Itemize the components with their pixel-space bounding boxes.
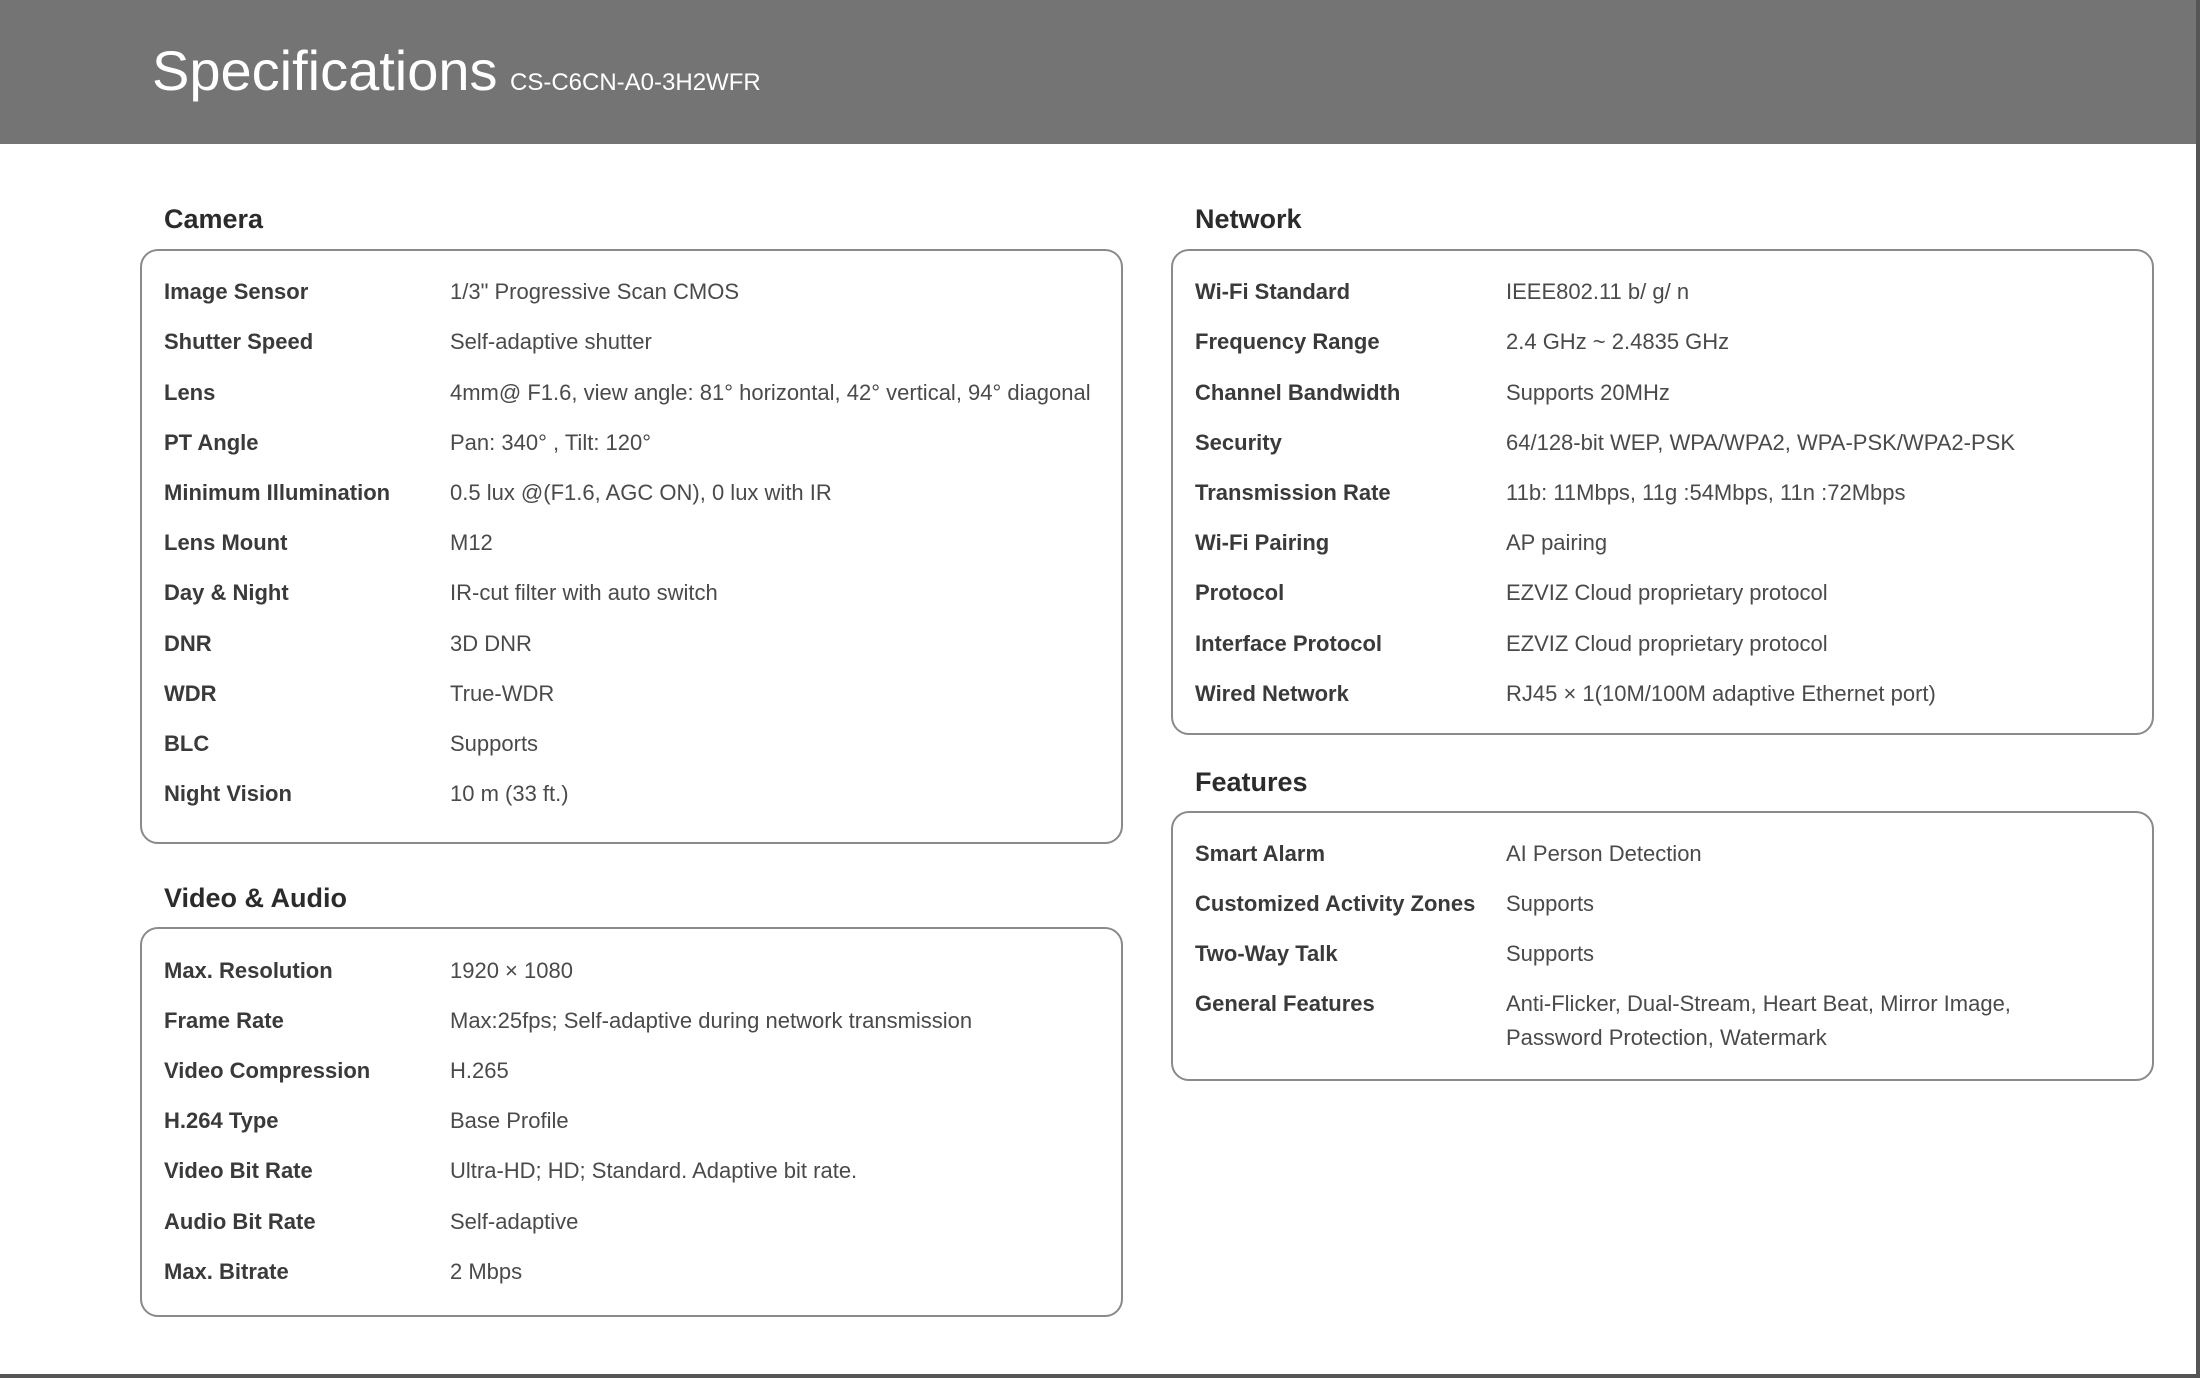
spec-label: Channel Bandwidth bbox=[1195, 380, 1401, 405]
spec-value: 0.5 lux @(F1.6, AGC ON), 0 lux with IR bbox=[450, 480, 832, 505]
network-spec-panel bbox=[1171, 249, 2154, 735]
spec-value: Base Profile bbox=[450, 1108, 569, 1133]
spec-label: Lens Mount bbox=[164, 530, 288, 555]
spec-value: 3D DNR bbox=[450, 631, 532, 656]
section-title-features: Features bbox=[1195, 767, 1308, 797]
spec-label: Night Vision bbox=[164, 781, 292, 806]
spec-label: WDR bbox=[164, 681, 217, 706]
spec-value: 1/3" Progressive Scan CMOS bbox=[450, 279, 740, 304]
spec-label: Customized Activity Zones bbox=[1195, 891, 1476, 916]
section-title-camera: Camera bbox=[164, 204, 264, 234]
section-title-video-audio: Video & Audio bbox=[164, 883, 348, 913]
spec-value: True-WDR bbox=[450, 681, 555, 706]
spec-label: BLC bbox=[164, 731, 210, 756]
spec-label: DNR bbox=[164, 631, 212, 656]
spec-label: Interface Protocol bbox=[1195, 631, 1383, 656]
page-title: Specifications bbox=[152, 39, 498, 102]
spec-value: Max:25fps; Self-adaptive during network transmission bbox=[450, 1008, 973, 1033]
spec-value: Self-adaptive bbox=[450, 1209, 579, 1234]
spec-value: 2.4 GHz ~ 2.4835 GHz bbox=[1506, 329, 1730, 354]
spec-value: Anti-Flicker, Dual-Stream, Heart Beat, Mirror Image, Password Protection, Watermark bbox=[1506, 991, 2011, 1050]
spec-value: 2 Mbps bbox=[450, 1259, 523, 1284]
spec-value: 4mm@ F1.6, view angle: 81° horizontal, 42° vertical, 94° diagonal bbox=[450, 380, 1091, 405]
spec-value: 11b: 11Mbps, 11g :54Mbps, 11n :72Mbps bbox=[1506, 480, 1906, 505]
spec-label: Transmission Rate bbox=[1195, 480, 1391, 505]
spec-value: EZVIZ Cloud proprietary protocol bbox=[1506, 631, 1828, 656]
spec-label: Max. Bitrate bbox=[164, 1259, 289, 1284]
bottom-border bbox=[0, 1374, 2200, 1378]
spec-label: Wi-Fi Standard bbox=[1195, 279, 1351, 304]
model-number: CS-C6CN-A0-3H2WFR bbox=[510, 69, 761, 96]
spec-label: Frequency Range bbox=[1195, 329, 1380, 354]
spec-value: IR-cut filter with auto switch bbox=[450, 580, 718, 605]
spec-label: Video Compression bbox=[164, 1058, 371, 1083]
spec-value: Supports bbox=[450, 731, 539, 756]
spec-value: Pan: 340° , Tilt: 120° bbox=[450, 430, 652, 455]
spec-label: Video Bit Rate bbox=[164, 1158, 313, 1183]
spec-label: Minimum Illumination bbox=[164, 480, 391, 505]
spec-label: Wi-Fi Pairing bbox=[1195, 530, 1330, 555]
spec-value: AI Person Detection bbox=[1506, 841, 1702, 866]
spec-value: IEEE802.11 b/ g/ n bbox=[1506, 279, 1690, 304]
spec-value: Supports 20MHz bbox=[1506, 380, 1670, 405]
spec-label: Security bbox=[1195, 430, 1282, 455]
spec-label: General Features bbox=[1195, 991, 1375, 1016]
video-audio-spec-panel bbox=[140, 927, 1123, 1317]
spec-value: H.265 bbox=[450, 1058, 509, 1083]
spec-value: 10 m (33 ft.) bbox=[450, 781, 569, 806]
right-border bbox=[2196, 0, 2200, 1378]
spec-label: Two-Way Talk bbox=[1195, 941, 1338, 966]
section-title-network: Network bbox=[1195, 204, 1302, 234]
spec-value: 1920 × 1080 bbox=[450, 958, 573, 983]
spec-label: Max. Resolution bbox=[164, 958, 333, 983]
spec-value: Self-adaptive shutter bbox=[450, 329, 652, 354]
spec-label: Lens bbox=[164, 380, 216, 405]
spec-label: H.264 Type bbox=[164, 1108, 279, 1133]
features-spec-panel bbox=[1171, 811, 2154, 1081]
spec-value: AP pairing bbox=[1506, 530, 1608, 555]
spec-label: Smart Alarm bbox=[1195, 841, 1326, 866]
camera-spec-panel bbox=[140, 249, 1123, 844]
spec-label: PT Angle bbox=[164, 430, 259, 455]
spec-label: Audio Bit Rate bbox=[164, 1209, 316, 1234]
header-bar bbox=[0, 0, 2200, 144]
spec-value: Ultra-HD; HD; Standard. Adaptive bit rate. bbox=[450, 1158, 858, 1183]
spec-label: Wired Network bbox=[1195, 681, 1349, 706]
spec-value: RJ45 × 1(10M/100M adaptive Ethernet port) bbox=[1506, 681, 1936, 706]
spec-value: M12 bbox=[450, 530, 493, 555]
spec-label: Shutter Speed bbox=[164, 329, 314, 354]
spec-label: Day & Night bbox=[164, 580, 289, 605]
spec-label: Frame Rate bbox=[164, 1008, 284, 1033]
spec-label: Image Sensor bbox=[164, 279, 309, 304]
spec-label: Protocol bbox=[1195, 580, 1285, 605]
spec-value: 64/128-bit WEP, WPA/WPA2, WPA-PSK/WPA2-PSK bbox=[1506, 430, 2015, 455]
spec-value: Supports bbox=[1506, 941, 1595, 966]
spec-value: EZVIZ Cloud proprietary protocol bbox=[1506, 580, 1828, 605]
spec-value: Supports bbox=[1506, 891, 1595, 916]
